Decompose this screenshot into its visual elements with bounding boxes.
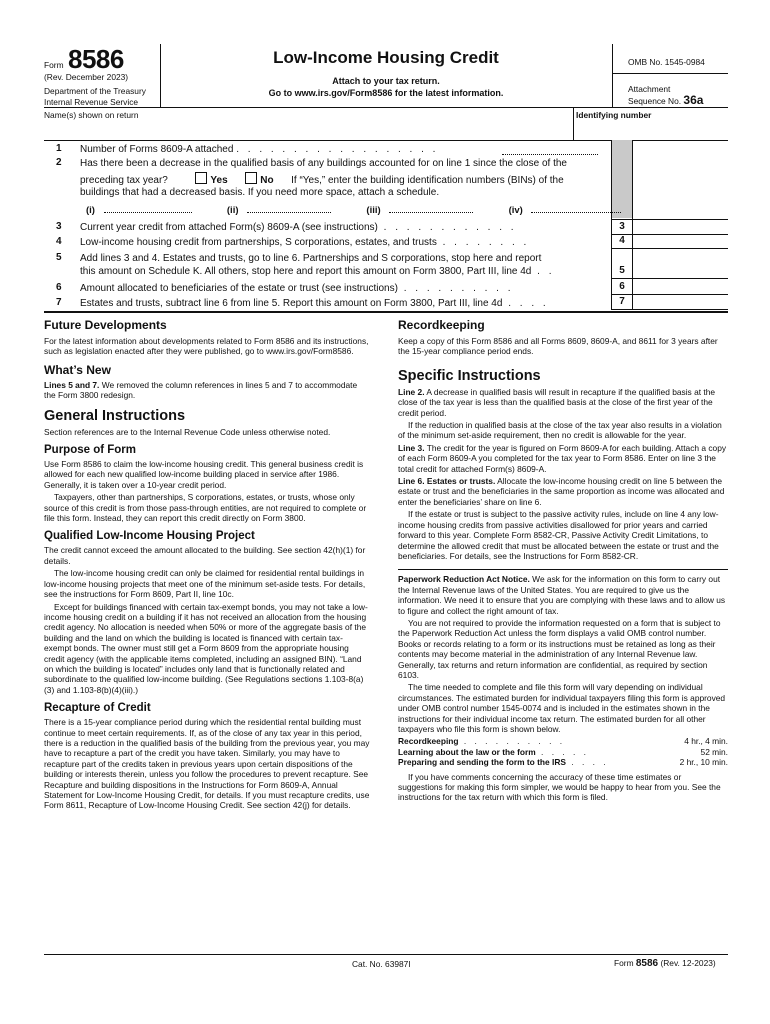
- qualified-project-text-3: Except for buildings financed with certain tax-exempt bonds, you may not take a low-income housing credit on a building if it has not received an allocation from the housing credit agency. No allocation is needed when 50% or more of the aggregate basis of the building and the land on which the building is located is financed with certain tax-exempt bonds. The owner must still get a Form 8609 from the appropriate housing credit agency (with the applicable items completed, including an assigned BIN). “Land on which the building is located” includes only land that is functionally related and subordinate to the qualified low-income building. (See Regulations sections 1.103-8(a)(3) and 1.103-8(b)(4)(iii).): [44, 601, 368, 695]
- line-2-row-b: [80, 172, 600, 187]
- line-6-text: Amount allocated to beneficiaries of the estate or trust (see instructions): [80, 283, 398, 294]
- burden-row-learning: Learning about the law or the form . . . . . 52 min.: [398, 746, 728, 757]
- form-number: 8586: [68, 44, 124, 74]
- line-5: this amount on Schedule K. All others, stop here and report this amount on Form 3800, Part III, line 4d . .: [80, 266, 555, 277]
- line-4: Low-income housing credit from partnerships, S corporations, estates, and trusts . . . . . . . .: [80, 237, 530, 248]
- line-3-text: Current year credit from attached Form(s) 8609-A (see instructions): [80, 222, 378, 233]
- line-5-text-b: this amount on Schedule K. All others, stop here and report this amount on Form 3800, Part III, line 4d: [80, 266, 532, 277]
- line-3-box: 3: [612, 219, 632, 235]
- future-developments-heading: Future Developments: [44, 318, 167, 332]
- paperwork-section: [398, 569, 728, 803]
- form-label: Form: [44, 60, 64, 70]
- line-6-instr-body: Allocate the low-income housing credit on line 5 between the estate or trust and the beneficiaries in the same proportion as income was allocated and enter the beneficiaries’ share on line 6.: [398, 476, 725, 507]
- sequence-label: Sequence No.: [628, 96, 682, 106]
- line-2-instr-lead: Line 2.: [398, 386, 425, 397]
- sequence-value: 36a: [683, 93, 704, 107]
- purpose-text-1: Use Form 8586 to claim the low-income housing credit. This general business credit is allowed for each new qualified low-income building placed in service after 1986. Generally, it is taken over a 10-year credit period.: [44, 459, 364, 490]
- line-3-number: 3: [56, 221, 62, 232]
- line-5-text-a: Add lines 3 and 4. Estates and trusts, go to line 6. Partnerships and S corporations, stop here and report: [80, 253, 542, 264]
- line-6-instructions-2: If the estate or trust is subject to the passive activity rules, include on line 4 any low-income housing credits from passive activities disallowed for prior years and carried forward to this year. Complete Form 8582-CR, Passive Activity Credit Limitations, to determine the allowed credit that must be allocated between the estate or trust and the beneficiaries. For details, see the Instructions for Form 8582-CR.: [398, 509, 719, 561]
- bin-row: [86, 203, 621, 216]
- right-column: [398, 318, 728, 803]
- omb-number: OMB No. 1545-0984: [628, 57, 705, 67]
- whats-new-body: We removed the column references in lines 5 and 7 to accommodate the Form 3800 redesign.: [44, 379, 358, 401]
- line-5-amount[interactable]: [633, 264, 728, 279]
- line-2-if-yes: If “Yes,” enter the building identification numbers (BINs) of the: [291, 175, 564, 186]
- general-instructions-heading: General Instructions: [44, 407, 186, 424]
- footer-revision: (Rev. 12-2023): [660, 958, 716, 968]
- future-developments-text: For the latest information about developments related to Form 8586 and its instructions, such as legislation enacted after they were published, go to www.irs.gov/Form8586.: [44, 336, 369, 357]
- paperwork-body: We ask for the information on this form to carry out the Internal Revenue laws of the United States. You are required to give us the information. We need it to ensure that you are complying with these laws and to allow us to figure and collect the right amount of tax.: [398, 574, 726, 616]
- paperwork-text-3: The time needed to complete and file this form will vary depending on individual circumstances. The estimated burden for individual taxpayers filing this form is approved under OMB control number 1545-0074 and is included in the estimates shown in the instructions for their individual income tax return. The estimated burden for all other taxpayers who file this form is shown below.: [398, 682, 726, 734]
- qualified-project-text-2: The low-income housing credit can only be claimed for residential rental buildings in low-income housing projects that meet one of the minimum set-aside tests. For details, see the instructions for Form 8609, Part II, line 10c.: [44, 568, 366, 600]
- line-2-instructions-2: If the reduction in qualified basis at the close of the tax year also results in a violation of the minimum set-aside requirement, then no credit is allowable for the year.: [398, 420, 722, 441]
- bin-i-input[interactable]: [104, 203, 192, 213]
- line-4-box: 4: [612, 234, 632, 249]
- line-2-text-a: Has there been a decrease in the qualified basis of any buildings accounted for on line 1 since the close of the: [80, 158, 567, 169]
- whats-new-text: [44, 380, 370, 401]
- footer-form-id: [614, 958, 716, 969]
- bin-iv-input[interactable]: [531, 203, 621, 213]
- burden-value-1: 4 hr., 4 min.: [684, 736, 728, 747]
- line-3-instructions: [398, 443, 728, 474]
- line-6-number: 6: [56, 282, 62, 293]
- bin-iii-label: (iii): [366, 205, 381, 216]
- identifying-number-label: Identifying number: [576, 110, 652, 120]
- line-6-instr-lead: Line 6. Estates or trusts.: [398, 476, 496, 487]
- paperwork-text-1: [398, 574, 728, 616]
- line-7-number: 7: [56, 297, 62, 308]
- lines-bottom-rule: [44, 311, 728, 313]
- form-title: Low-Income Housing Credit: [273, 48, 499, 67]
- footer-rule: [44, 954, 728, 955]
- line-6-amount[interactable]: [633, 280, 728, 295]
- line-6: Amount allocated to beneficiaries of the estate or trust (see instructions) . . . . . . . . . .: [80, 283, 514, 294]
- line-5-box: 5: [612, 264, 632, 279]
- burden-label-1: Recordkeeping: [398, 736, 459, 747]
- header-divider-right: [612, 44, 613, 107]
- paperwork-text-4: If you have comments concerning the accuracy of these time estimates or suggestions for making this form simpler, we would be happy to hear from you. See the instructions for the tax return with which this form is filed.: [398, 771, 721, 803]
- line-4-amount[interactable]: [633, 234, 728, 249]
- line-3-instr-body: The credit for the year is figured on Form 8609-A for each building. Attach a copy of each Form 8609-A you completed for the tax year to Form 8586. Enter on line 3 the total credit for attached Form(s) 8609-A.: [398, 442, 727, 474]
- line-3-amount[interactable]: [633, 219, 728, 235]
- bin-iv-label: (iv): [508, 205, 523, 216]
- burden-label-3: Preparing and sending the form to the IRS: [398, 757, 566, 768]
- attach-instruction: Attach to your tax return.: [332, 76, 440, 86]
- no-checkbox[interactable]: [245, 172, 257, 184]
- no-label: No: [260, 175, 274, 186]
- line-1: Number of Forms 8609-A attached . . . . . . . . . . . . . . . . . .: [80, 143, 600, 156]
- purpose-heading: Purpose of Form: [44, 444, 137, 457]
- paperwork-heading: Paperwork Reduction Act Notice.: [398, 574, 530, 585]
- recordkeeping-heading: Recordkeeping: [398, 318, 485, 332]
- line-2-instructions-1: [398, 387, 728, 418]
- line-3-instr-lead: Line 3.: [398, 442, 425, 453]
- line-1-text: Number of Forms 8609-A attached: [80, 144, 234, 155]
- burden-row-preparing: Preparing and sending the form to the IRS . . . . 2 hr., 10 min.: [398, 757, 728, 768]
- whats-new-heading: What’s New: [44, 362, 111, 377]
- bin-ii-input[interactable]: [247, 203, 331, 213]
- line-7-amount[interactable]: [633, 295, 728, 310]
- names-divider: [573, 107, 574, 140]
- recapture-text: There is a 15-year compliance period during which the residential rental building must continue to meet certain requirements. If, as of the close of any tax year in this period, there is a reduction in the qualified basis of the building from the previous year, you may have to recapture a part of the credit you have taken. Similarly, you may have to recapture part of the credits taken in previous years upon certain dispositions of the building or interests therein, unless you follow the procedures to prevent recapture. See Recapture and building dispositions in the Instructions for Form 8609-A, Annual Statement for Low-Income Housing Credit, for details. If you must recapture credits, use Form 8611, Recapture of Low-Income Housing Credit. See section 42(j) for details.: [44, 717, 370, 811]
- qualified-project-text-1: The credit cannot exceed the amount allocated to the building. See section 42(h)(1) for details.: [44, 545, 366, 566]
- website-instruction: Go to www.irs.gov/Form8586 for the latest information.: [268, 88, 504, 98]
- line-3: Current year credit from attached Form(s) 8609-A (see instructions) . . . . . . . . . . . .: [80, 222, 517, 233]
- paperwork-text-2: You are not required to provide the information requested on a form that is subject to the Paperwork Reduction Act unless the form displays a valid OMB control number. Books or records relating to a form or its instructions must be retained as long as their contents may become material in the administration of any Internal Revenue law. Generally, tax returns and return information are confidential, as required by section 6103.: [398, 617, 721, 680]
- left-column: [44, 318, 370, 811]
- line-2-text-c: buildings that had a decreased basis. If you need more space, attach a schedule.: [80, 187, 440, 198]
- burden-row-recordkeeping: Recordkeeping . . . . . . . . . . 4 hr., 4 min.: [398, 736, 728, 747]
- bin-ii-label: (ii): [226, 205, 239, 216]
- line-7-text: Estates and trusts, subtract line 6 from line 5. Report this amount on Form 3800, Part III, line 4d: [80, 298, 503, 309]
- line-6-box: 6: [612, 280, 632, 295]
- line-7: Estates and trusts, subtract line 6 from line 5. Report this amount on Form 3800, Part III, line 4d . . . .: [80, 298, 549, 309]
- header-bottom-rule: [44, 107, 728, 108]
- line-4-text: Low-income housing credit from partnerships, S corporations, estates, and trusts: [80, 237, 437, 248]
- omb-rule: [612, 73, 728, 74]
- line-2-number: 2: [56, 157, 62, 168]
- specific-instructions-heading: Specific Instructions: [398, 367, 541, 384]
- footer-form-number: 8586: [635, 958, 659, 969]
- catalog-number: Cat. No. 63987I: [352, 959, 411, 969]
- attachment-label: Attachment: [628, 84, 671, 94]
- yes-label: Yes: [210, 175, 228, 186]
- revision-date: (Rev. December 2023): [44, 72, 129, 82]
- line-2-instr-body: A decrease in qualified basis will result in recapture if the qualified basis at the close of the tax year is less than the qualified basis at the close of the first year of the credit period.: [398, 386, 716, 418]
- line-5-number: 5: [56, 252, 62, 263]
- title-block: [160, 48, 612, 99]
- names-label: Name(s) shown on return: [44, 110, 139, 120]
- footer-form-label: Form: [614, 958, 634, 968]
- line-1-input[interactable]: [502, 145, 598, 155]
- yes-checkbox[interactable]: [195, 172, 207, 184]
- burden-label-2: Learning about the law or the form: [398, 746, 536, 757]
- recordkeeping-text: Keep a copy of this Form 8586 and all Forms 8609, 8609-A, and 8611 for 3 years after the 15-year compliance period ends.: [398, 336, 718, 357]
- agency: Internal Revenue Service: [44, 97, 139, 107]
- sequence-number: [628, 95, 703, 106]
- line-7-box: 7: [612, 295, 632, 310]
- burden-value-3: 2 hr., 10 min.: [679, 757, 728, 768]
- line-1-number: 1: [56, 143, 62, 154]
- line-4-number: 4: [56, 236, 62, 247]
- bin-i-label: (i): [86, 205, 95, 216]
- burden-value-2: 52 min.: [700, 746, 728, 757]
- general-instructions-text: Section references are to the Internal Revenue Code unless otherwise noted.: [44, 426, 331, 437]
- recapture-heading: Recapture of Credit: [44, 702, 151, 715]
- whats-new-lead: Lines 5 and 7.: [44, 379, 100, 390]
- bin-iii-input[interactable]: [389, 203, 473, 213]
- line-2-question: preceding tax year?: [80, 175, 168, 186]
- purpose-text-2: Taxpayers, other than partnerships, S corporations, estates, or trusts, whose only source of this credit is from those pass-through entities, are not required to complete or file this form. Instead, they can report this credit directly on Form 3800.: [44, 492, 367, 524]
- department: Department of the Treasury: [44, 86, 146, 96]
- qualified-project-heading: Qualified Low-Income Housing Project: [44, 530, 255, 543]
- line-6-instructions-1: [398, 476, 728, 507]
